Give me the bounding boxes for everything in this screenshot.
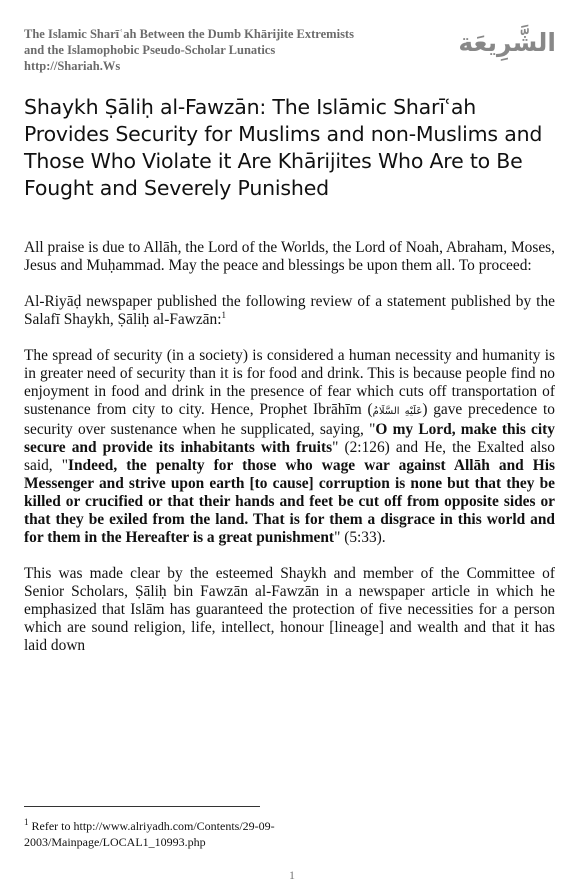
- paragraph-security-text-c: " (2:126) and He, the Exalted also said, ": [24, 439, 555, 474]
- page-number: 1: [289, 868, 295, 882]
- paragraph-riyadh: [24, 293, 555, 329]
- header-line-1: The Islamic Sharīʿah Between the Dumb Khārijite Extremists: [24, 27, 354, 41]
- paragraph-intro: All praise is due to Allāh, the Lord of the Worlds, the Lord of Noah, Abraham, Moses, Jesus and Muḥammad. May the peace and blessings be upon them all. To proceed:: [24, 239, 555, 274]
- running-header: [24, 26, 424, 74]
- paragraph-riyadh-text: Al-Riyāḍ newspaper published the following review of a statement published by the Salafī Shaykh, Ṣāliḥ al-Fawzān:: [24, 293, 555, 328]
- footnote-ref[interactable]: 1: [221, 309, 226, 320]
- footnote: [24, 818, 424, 850]
- article-body: [24, 239, 555, 655]
- paragraph-security-text-b: ) gave precedence to security over sustenance when he supplicated, saying, ": [24, 401, 555, 438]
- footnote-link-text[interactable]: Refer to http://www.alriyadh.com/Contents/29-09-2003/Mainpage/LOCAL1_10993.php: [24, 819, 275, 849]
- footnote-divider: [24, 806, 260, 807]
- footnote-marker: 1: [24, 817, 29, 827]
- paragraph-security-text-a: The spread of security (in a society) is considered a human necessity and humanity is in greater need of security than it is for food and drink. This is because people find no enjoyment in food and drink in the presence of fear which cuts off transportation of sustenance from city to city. Hence, Prophet Ibrāhīm (: [24, 347, 555, 418]
- quran-quote-2-126: O my Lord, make this city secure and provide its inhabitants with fruits: [24, 421, 555, 456]
- quran-quote-5-33: Indeed, the penalty for those who wage war against Allāh and His Messenger and strive upon earth [to cause] corruption is none but that they be killed or crucified or that their hands and feet be cut off from opposite sides or that they be exiled from the land. That is for them a disgrace in this world and for them in the Hereafter is a great punishment: [24, 457, 555, 546]
- paragraph-security-text-d: " (5:33).: [334, 529, 386, 546]
- arabic-honorific: عَلَيْهِ السَّلَامُ: [372, 406, 423, 417]
- article-title: Shaykh Ṣāliḥ al-Fawzān: The Islāmic Sharīʿah Provides Security for Muslims and non-Muslims and Those Who Violate it Are Khārijites Who Are to Be Fought and Severely Punished: [24, 95, 543, 200]
- paragraph-security: [24, 347, 555, 547]
- shariah-logo: الشَّرِيعَة: [458, 28, 556, 57]
- header-line-2: and the Islamophobic Pseudo-Scholar Lunatics: [24, 43, 276, 57]
- header-url: http://Shariah.Ws: [24, 59, 121, 73]
- paragraph-committee: This was made clear by the esteemed Shaykh and member of the Committee of Senior Scholars, Ṣāliḥ bin Fawzān al-Fawzān in a newspaper article in which he emphasized that Islām has guaranteed the protection of five necessities for a person which are sound religion, life, intellect, honour [lineage] and wealth and that it has laid down: [24, 565, 555, 654]
